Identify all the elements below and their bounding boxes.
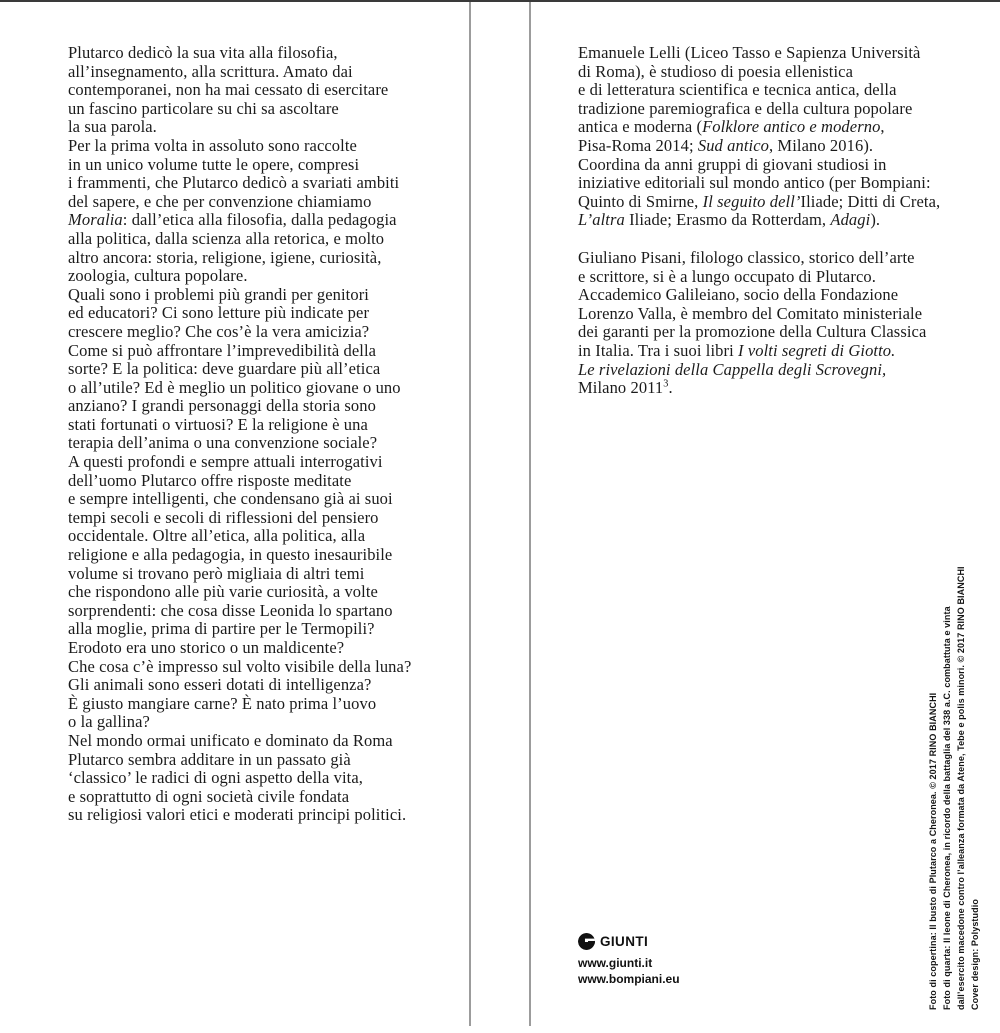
photo-credits — [926, 552, 1000, 1010]
text-line: È giusto mangiare carne? È nato prima l’uovo — [68, 693, 377, 713]
spine-rule-right — [529, 2, 531, 1026]
text-line: in un unico volume tutte le opere, compresi — [68, 154, 360, 174]
text-line: terapia dell’anima o una convenzione sociale? — [68, 433, 378, 453]
text-line: religione e alla pedagogia, in questo inesauribile — [68, 545, 393, 565]
text-line: www.giunti.it — [578, 956, 653, 970]
text-line: ‘classico’ le radici di ogni aspetto della vita, — [68, 768, 363, 788]
text-line: Pisa-Roma 2014; Sud antico, Milano 2016). — [578, 135, 874, 155]
text-line: L’altra Iliade; Erasmo da Rotterdam, Adagi). — [578, 210, 881, 230]
text-line: dall’esercito macedone contro l’alleanza formata da Atene, Tebe e polis minori. © 2017 RINO BIANCHI — [956, 566, 966, 1010]
giunti-logo — [578, 932, 680, 950]
text-line: dei garanti per la promozione della Cultura Classica — [578, 322, 927, 342]
text-line: Nel mondo ormai unificato e dominato da Roma — [68, 730, 393, 750]
text-line: e scrittore, si è a lungo occupato di Plutarco. — [578, 266, 876, 286]
text-line: antica e moderna (Folklore antico e moderno, — [578, 117, 885, 137]
text-line: Giuliano Pisani, filologo classico, storico dell’arte — [578, 248, 915, 267]
text-line: o la gallina? — [68, 712, 150, 732]
text-line: www.bompiani.eu — [578, 971, 680, 986]
text-line: la sua parola. — [68, 117, 157, 137]
text-line: anziano? I grandi personaggi della storia sono — [68, 396, 376, 416]
text-line: Cover design: Polystudio — [970, 899, 980, 1010]
text-line: Moralia: dall’etica alla filosofia, dalla pedagogia — [68, 210, 397, 230]
text-line: che rispondono alle più varie curiosità, a volte — [68, 582, 378, 602]
text-line: di Roma), è studioso di poesia ellenistica — [578, 61, 854, 81]
text-line: un fascino particolare su chi sa ascoltare — [68, 98, 339, 118]
author-bio-lelli — [578, 44, 988, 230]
text-line: sorte? E la politica: deve guardare più all’etica — [68, 359, 381, 379]
giunti-logo-icon — [578, 933, 595, 950]
text-line: Le rivelazioni della Cappella degli Scrovegni, — [578, 359, 887, 379]
text-line: Plutarco sembra additare in un passato già — [68, 749, 351, 769]
text-line: Per la prima volta in assoluto sono raccolte — [68, 135, 357, 155]
text-line: occidentale. Oltre all’etica, alla politica, alla — [68, 526, 366, 546]
text-line: Milano 2011$^3$. — [578, 378, 673, 398]
left-flap-text — [68, 44, 473, 825]
author-bio-pisani — [578, 249, 988, 398]
text-line: Che cosa c’è impresso sul volto visibile della luna? — [68, 656, 412, 676]
text-line: Quinto di Smirne, Il seguito dell’Iliade; Ditti di Creta, — [578, 191, 941, 211]
giunti-logo-wordmark: GIUNTI — [600, 933, 649, 949]
text-line: Foto di quarta: Il leone di Cheronea, in ricordo della battaglia del 338 a.C. combattuta e vinta — [942, 606, 952, 1010]
text-line: Quali sono i problemi più grandi per genitori — [68, 284, 369, 304]
text-line: Gli animali sono esseri dotati di intelligenza? — [68, 675, 372, 695]
text-line: Come si può affrontare l’imprevedibilità della — [68, 340, 377, 360]
text-line: iniziative editoriali sul mondo antico (per Bompiani: — [578, 173, 931, 193]
text-line: A questi profondi e sempre attuali interrogativi — [68, 452, 383, 472]
top-edge-rule — [0, 0, 1000, 2]
text-line: del sapere, e che per convenzione chiamiamo — [68, 191, 372, 211]
text-line: o all’utile? Ed è meglio un politico giovane o uno — [68, 377, 401, 397]
text-line: Emanuele Lelli (Liceo Tasso e Sapienza Università — [578, 43, 921, 62]
text-line: alla politica, dalla scienza alla retorica, e molto — [68, 228, 385, 248]
photo-credits-text — [926, 552, 984, 1010]
text-line: stati fortunati o virtuosi? E la religione è una — [68, 414, 368, 434]
text-line: crescere meglio? Che cos’è la vera amicizia? — [68, 321, 370, 341]
publisher-block — [578, 932, 680, 987]
text-line: Plutarco dedicò la sua vita alla filosofia, — [68, 43, 338, 62]
text-line: volume si trovano però migliaia di altri temi — [68, 563, 365, 583]
text-line: all’insegnamento, alla scrittura. Amato dai — [68, 61, 353, 81]
text-line: e di letteratura scientifica e tecnica antica, della — [578, 80, 897, 100]
text-line: in Italia. Tra i suoi libri I volti segreti di Giotto. — [578, 340, 896, 360]
text-line: e soprattutto di ogni società civile fondata — [68, 786, 350, 806]
text-line: Foto di copertina: Il busto di Plutarco a Cheronea. © 2017 RINO BIANCHI — [928, 692, 938, 1010]
text-line: i frammenti, che Plutarco dedicò a svariati ambiti — [68, 173, 400, 193]
text-line: Accademico Galileiano, socio della Fondazione — [578, 285, 899, 305]
text-line: tempi secoli e secoli di riflessioni del pensiero — [68, 507, 379, 527]
text-line: su religiosi valori etici e moderati principi politici. — [68, 805, 407, 825]
text-line: dell’uomo Plutarco offre risposte meditate — [68, 470, 352, 490]
text-line: Lorenzo Valla, è membro del Comitato ministeriale — [578, 303, 923, 323]
publisher-urls — [578, 956, 680, 987]
text-line: sorprendenti: che cosa disse Leonida lo spartano — [68, 600, 393, 620]
text-line: e sempre intelligenti, che condensano già ai suoi — [68, 489, 393, 509]
text-line: tradizione paremiografica e della cultura popolare — [578, 98, 913, 118]
text-line: altro ancora: storia, religione, igiene, curiosità, — [68, 247, 382, 267]
text-line: zoologia, cultura popolare. — [68, 266, 248, 286]
text-line: Erodoto era uno storico o un maldicente? — [68, 638, 345, 657]
text-line: Coordina da anni gruppi di giovani studiosi in — [578, 154, 887, 174]
text-line: ed educatori? Ci sono letture più indicate per — [68, 303, 370, 323]
text-line: alla moglie, prima di partire per le Termopili? — [68, 619, 375, 639]
text-line: contemporanei, non ha mai cessato di esercitare — [68, 80, 389, 100]
